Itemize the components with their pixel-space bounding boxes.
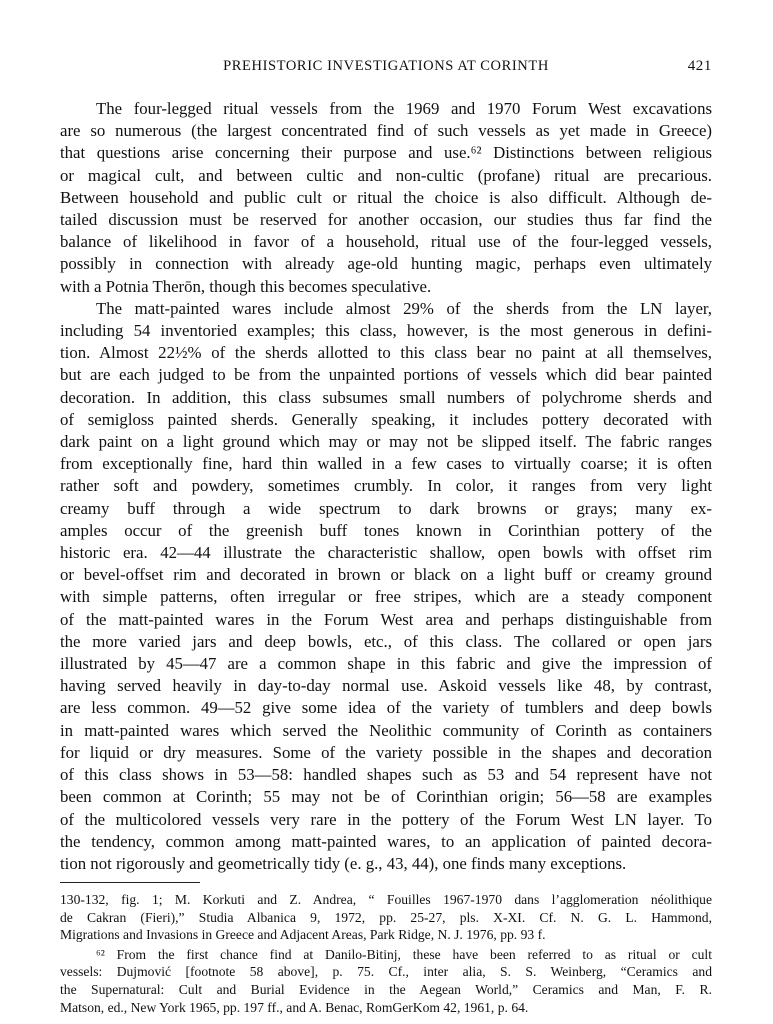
text-line: possibly in connection with already age-old hunting magic, perhaps even ultimately bbox=[60, 254, 712, 274]
text-line: The matt-painted wares include almost 29% of the sherds from the LN layer, bbox=[96, 298, 712, 318]
text-line: are less common. 49—52 give some idea of the variety of tumblers and deep bowls bbox=[60, 698, 712, 718]
footnote-line: Matson, ed., New York 1965, pp. 197 ff., and A. Benac, RomGerKom 42, 1961, p. 64. bbox=[60, 999, 529, 1015]
text-line: of the multicolored vessels very rare in the pottery of the Forum West LN layer. To bbox=[60, 809, 712, 829]
text-line: balance of likelihood in favor of a household, ritual use of the four-legged vessels, bbox=[60, 232, 712, 252]
text-line: illustrated by 45—47 are a common shape in this fabric and give the impression of bbox=[60, 654, 712, 674]
text-line: historic era. 42—44 illustrate the characteristic shallow, open bowls with offset rim bbox=[60, 543, 712, 563]
footnote-divider bbox=[60, 882, 200, 883]
text-line: tion not rigorously and geometrically tidy (e. g., 43, 44), one finds many exceptions. bbox=[60, 853, 627, 873]
page-number: 421 bbox=[687, 58, 712, 74]
text-line: tion. Almost 22½% of the sherds allotted to this class bear no paint at all themselves, bbox=[60, 343, 712, 363]
footnote-line: vessels: Dujmović [footnote 58 above], p. 75. Cf., inter alia, S. S. Weinberg, “Ceramics and bbox=[60, 964, 712, 980]
text-line: but are each judged to be from the unpainted portions of vessels which did bear painted bbox=[60, 365, 712, 385]
paragraph-ritual-vessels bbox=[60, 98, 712, 298]
text-line: that questions arise concerning their purpose and use.⁶² Distinctions between religious bbox=[60, 143, 712, 163]
paragraph-matt-painted-wares bbox=[60, 298, 712, 875]
text-line: the tendency, common among matt-painted wares, to an application of painted decora- bbox=[60, 831, 712, 851]
footnote-continued bbox=[60, 891, 712, 944]
text-line: dark paint on a light ground which may or may not be slipped itself. The fabric ranges bbox=[60, 432, 712, 452]
text-line: been common at Corinth; 55 may not be of Corinthian origin; 56—58 are examples bbox=[60, 787, 712, 807]
text-line: creamy buff through a wide spectrum to dark browns or grays; many ex- bbox=[60, 498, 712, 518]
text-line: having served heavily in day-to-day normal use. Askoid vessels like 48, by contrast, bbox=[60, 676, 712, 696]
text-line: rather soft and powdery, sometimes crumbly. In color, it ranges from very light bbox=[60, 476, 712, 496]
footnote-line: Migrations and Invasions in Greece and Adjacent Areas, Park Ridge, N. J. 1976, pp. 93 f. bbox=[60, 927, 546, 943]
text-line: or magical cult, and between cultic and non-cultic (profane) ritual are precarious. bbox=[60, 165, 712, 185]
text-line: of semigloss painted sherds. Generally speaking, it includes pottery decorated with bbox=[60, 409, 712, 429]
text-line: or bevel-offset rim and decorated in brown or black on a light buff or creamy ground bbox=[60, 565, 712, 585]
text-line: decoration. In addition, this class subsumes small numbers of polychrome sherds and bbox=[60, 387, 712, 407]
body-text bbox=[60, 98, 712, 875]
text-line: tailed discussion must be reserved for another occasion, our studies thus far find the bbox=[60, 210, 712, 230]
text-line: with a Potnia Therōn, though this becomes speculative. bbox=[60, 276, 432, 296]
text-line: amples occur of the greenish buff tones known in Corinthian pottery of the bbox=[60, 520, 712, 540]
text-line: of the matt-painted wares in the Forum West area and perhaps distinguishable from bbox=[60, 609, 712, 629]
text-line: are so numerous (the largest concentrated find of such vessels as yet made in Greece) bbox=[60, 121, 712, 141]
text-line: the more varied jars and deep bowls, etc., of this class. The collared or open jars bbox=[60, 631, 712, 651]
running-head: PREHISTORIC INVESTIGATIONS AT CORINTH bbox=[223, 58, 549, 74]
text-line: Between household and public cult or ritual the choice is also difficult. Although de- bbox=[60, 187, 712, 207]
page bbox=[60, 54, 712, 1016]
footnote-62 bbox=[60, 946, 712, 1016]
text-line: including 54 inventoried examples; this class, however, is the most generous in defini- bbox=[60, 321, 712, 341]
footnote-line: 130-132, fig. 1; M. Korkuti and Z. Andrea, “ Fouilles 1967-1970 dans l’agglomeration néolithique bbox=[60, 892, 712, 908]
text-line: of this class shows in 53—58: handled shapes such as 53 and 54 represent have not bbox=[60, 765, 712, 785]
footnotes bbox=[60, 891, 712, 1016]
text-line: for liquid or dry measures. Some of the variety possible in the shapes and decoration bbox=[60, 742, 712, 762]
page-header bbox=[60, 54, 712, 78]
text-line: with simple patterns, often irregular or free stripes, which are a steady component bbox=[60, 587, 712, 607]
footnote-line: ⁶² From the first chance find at Danilo-Bitinj, these have been referred to as ritual or cult bbox=[96, 946, 712, 962]
text-line: from exceptionally fine, hard thin walled in a few cases to virtually coarse; it is often bbox=[60, 454, 712, 474]
text-line: in matt-painted wares which served the Neolithic community of Corinth as containers bbox=[60, 720, 712, 740]
footnote-line: the Supernatural: Cult and Burial Evidence in the Aegean World,” Ceramics and Man, F. R. bbox=[60, 982, 712, 998]
text-line: The four-legged ritual vessels from the 1969 and 1970 Forum West excavations bbox=[96, 99, 712, 118]
footnote-line: de Cakran (Fieri),” Studia Albanica 9, 1972, pp. 25-27, pls. X-XI. Cf. N. G. L. Hammond, bbox=[60, 909, 712, 925]
